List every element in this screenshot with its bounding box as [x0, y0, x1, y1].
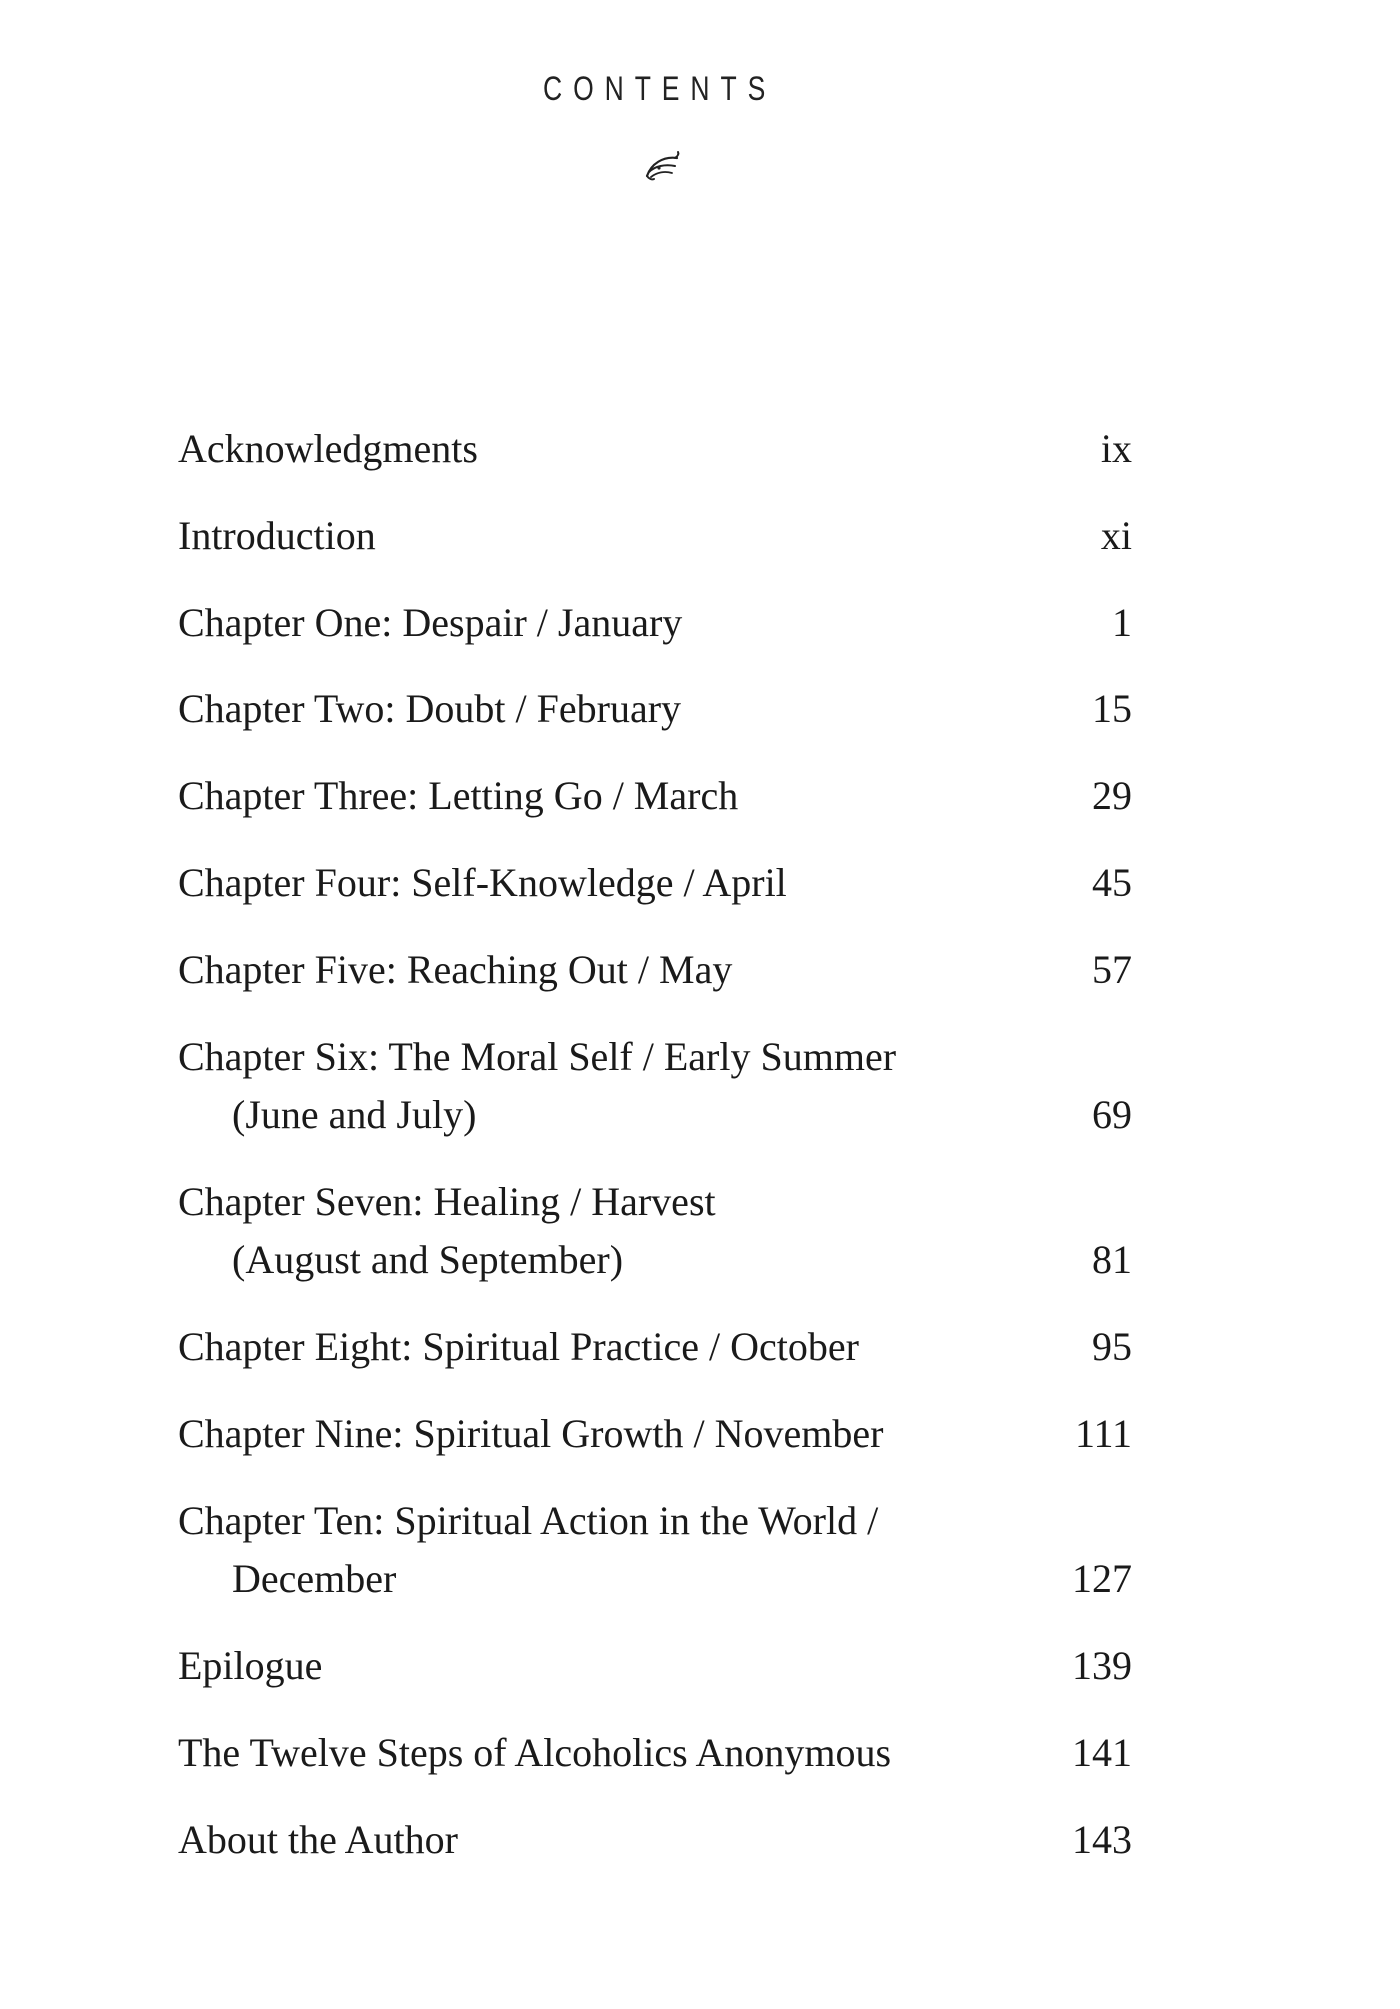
toc-entry-title: About the Author [178, 1817, 458, 1862]
toc-entry-page: 1 [1112, 600, 1132, 645]
toc-entry-title: Chapter Nine: Spiritual Growth / November [178, 1411, 884, 1456]
toc-entry-page: ix [1100, 426, 1132, 471]
toc-entry-introduction[interactable] [178, 507, 1132, 565]
toc-entry-title: Chapter Two: Doubt / February [178, 686, 682, 731]
toc-entry-title: Chapter Five: Reaching Out / May [178, 947, 733, 992]
toc-entry-page: 69 [1092, 1092, 1132, 1137]
toc-entry-title-continued: (August and September) [232, 1237, 624, 1282]
toc-entry-page: 57 [1092, 947, 1132, 992]
toc-entry-page: 81 [1092, 1237, 1132, 1282]
toc-entry-page: 127 [1072, 1556, 1132, 1601]
toc-entry-title: Chapter Seven: Healing / Harvest [178, 1179, 716, 1224]
toc-entry-acknowledgments[interactable] [178, 420, 1132, 478]
toc-entry-chapter-four[interactable] [178, 854, 1132, 912]
toc-entry-chapter-one[interactable] [178, 594, 1132, 652]
toc-entry-chapter-two[interactable] [178, 680, 1132, 738]
toc-entry-chapter-five[interactable] [178, 941, 1132, 999]
toc-entry-chapter-seven[interactable] [178, 1173, 1132, 1289]
page-heading: CONTENTS [543, 70, 777, 108]
toc-entry-epilogue[interactable] [178, 1637, 1132, 1695]
toc-entry-page: 139 [1072, 1643, 1132, 1688]
toc-entry-page: 15 [1092, 686, 1132, 731]
toc-entry-title: Chapter Eight: Spiritual Practice / October [178, 1324, 859, 1369]
toc-entry-title: The Twelve Steps of Alcoholics Anonymous [178, 1730, 892, 1775]
toc-entry-title: Introduction [178, 513, 376, 558]
toc-entry-page: 143 [1072, 1817, 1132, 1862]
toc-entry-title-continued: December [232, 1556, 397, 1601]
toc-entry-title: Epilogue [178, 1643, 323, 1688]
toc-entry-page: 141 [1072, 1730, 1132, 1775]
toc-entry-page: 111 [1074, 1411, 1132, 1456]
toc-entry-title: Chapter Three: Letting Go / March [178, 773, 739, 818]
toc-entry-title-continued: (June and July) [232, 1092, 477, 1137]
toc-entry-title: Acknowledgments [178, 426, 478, 471]
toc-entry-chapter-nine[interactable] [178, 1405, 1132, 1463]
toc-entry-chapter-eight[interactable] [178, 1318, 1132, 1376]
toc-entry-page: xi [1100, 513, 1132, 558]
toc-entry-title: Chapter Six: The Moral Self / Early Summer [178, 1034, 897, 1079]
toc-entry-title: Chapter Four: Self-Knowledge / April [178, 860, 787, 905]
toc-entry-page: 95 [1092, 1324, 1132, 1369]
toc-entry-title: Chapter One: Despair / January [178, 600, 683, 645]
toc-entry-page: 45 [1092, 860, 1132, 905]
toc-entry-twelve-steps[interactable] [178, 1724, 1132, 1782]
toc-entry-title: Chapter Ten: Spiritual Action in the World / [178, 1498, 879, 1543]
toc-entry-page: 29 [1092, 773, 1132, 818]
toc-entry-chapter-six[interactable] [178, 1028, 1132, 1144]
toc-entry-chapter-three[interactable] [178, 767, 1132, 825]
toc-entry-about-author[interactable] [178, 1811, 1132, 1869]
toc-entry-chapter-ten[interactable] [178, 1492, 1132, 1608]
